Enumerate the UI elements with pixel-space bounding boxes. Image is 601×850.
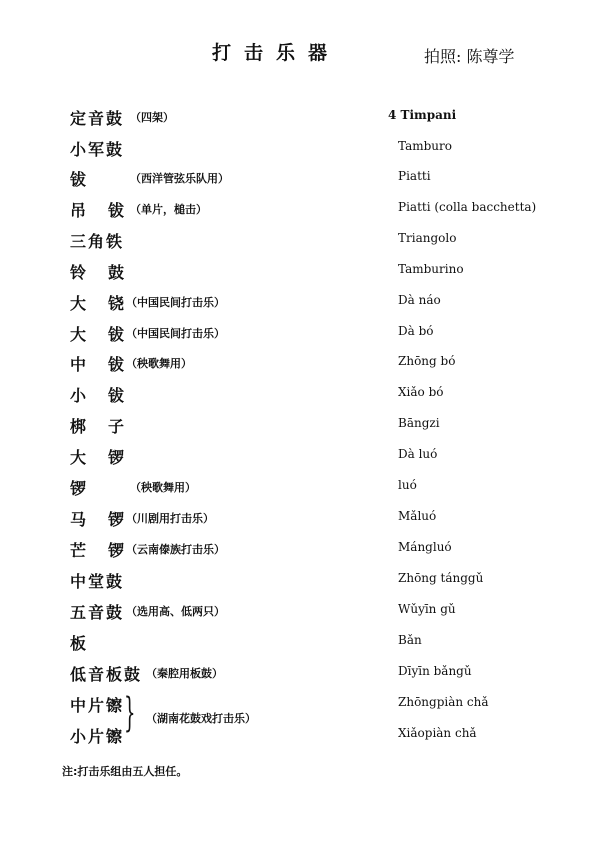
instrument-it: Bāngzi <box>398 416 440 430</box>
instrument-cn-second: 子 <box>108 417 125 436</box>
instrument-cn: 定音鼓 <box>70 109 125 128</box>
instrument-cn: 中片镲 <box>70 696 125 715</box>
instrument-cn-first: 小 <box>70 386 87 405</box>
instrument-it: Tamburino <box>398 262 464 276</box>
instrument-it: Dà bó <box>398 324 434 338</box>
instrument-it: Zhōng tánggǔ <box>398 571 484 585</box>
instrument-it: Bǎn <box>398 633 422 647</box>
instrument-cn-second: 钹 <box>108 325 125 344</box>
instrument-row <box>0 445 601 469</box>
instrument-cn-first: 大 <box>70 448 87 467</box>
instrument-cn-second: 钹 <box>108 201 125 220</box>
instrument-row <box>0 569 601 593</box>
instrument-note: （秧歌舞用） <box>126 357 192 370</box>
instrument-row <box>0 724 601 748</box>
instrument-it: Piatti <box>398 169 431 183</box>
instrument-cn: 五音鼓 <box>70 603 125 622</box>
instrument-row <box>0 352 601 376</box>
instrument-cn: 小片镲 <box>70 727 125 746</box>
instrument-cn: 小军鼓 <box>70 140 125 159</box>
instrument-row <box>0 538 601 562</box>
instrument-note: （中国民间打击乐） <box>126 327 225 340</box>
instrument-row <box>0 383 601 407</box>
instrument-it: Triangolo <box>398 231 457 245</box>
instrument-note: （秦腔用板鼓） <box>146 667 223 680</box>
instrument-cn-first: 铃 <box>70 263 87 282</box>
instrument-row <box>0 476 601 500</box>
instrument-cn-second: 铙 <box>108 294 125 313</box>
instrument-cn-first: 芒 <box>70 541 87 560</box>
instrument-cn-first: 大 <box>70 325 87 344</box>
instrument-cn: 低音板鼓 <box>70 665 143 684</box>
instrument-cn-second: 钹 <box>108 386 125 405</box>
instrument-cn-first: 梆 <box>70 417 87 436</box>
instrument-cn: 板 <box>70 634 89 653</box>
instrument-it: Zhōngpiàn chǎ <box>398 695 489 709</box>
instrument-row <box>0 229 601 253</box>
instrument-row <box>0 198 601 222</box>
instrument-it: Mángluó <box>398 540 452 554</box>
instrument-note: （云南傣族打击乐） <box>126 543 225 556</box>
instrument-row <box>0 507 601 531</box>
instrument-it: Dà luó <box>398 447 438 461</box>
instrument-note: （西洋管弦乐队用） <box>130 172 229 185</box>
instrument-row <box>0 167 601 191</box>
instrument-it: Mǎluó <box>398 509 437 523</box>
instrument-it: Tamburo <box>398 139 452 153</box>
curly-brace: } <box>124 690 136 736</box>
instrument-cn: 锣 <box>70 479 89 498</box>
instrument-it: Dà náo <box>398 293 441 307</box>
instrument-note: （秧歌舞用） <box>130 481 196 494</box>
instrument-note: （四架） <box>130 111 174 124</box>
instrument-note: （选用高、低两只） <box>126 605 225 618</box>
instrument-cn: 钹 <box>70 170 89 189</box>
instrument-cn-second: 鼓 <box>108 263 125 282</box>
instrument-it: Zhōng bó <box>398 354 456 368</box>
instrument-row <box>0 137 601 161</box>
instrument-row <box>0 260 601 284</box>
photo-credit: 拍照: 陈尊学 <box>424 47 515 66</box>
instrument-row <box>0 291 601 315</box>
instrument-cn-second: 钹 <box>108 355 125 374</box>
instrument-it: luó <box>398 478 417 492</box>
instrument-it: Xiǎo bó <box>398 385 444 399</box>
instrument-cn-first: 吊 <box>70 201 87 220</box>
footnote: 注:打击乐组由五人担任。 <box>62 765 188 778</box>
instrument-row <box>0 322 601 346</box>
instrument-row <box>0 693 601 717</box>
instrument-cn-second: 锣 <box>108 448 125 467</box>
instrument-it: Wǔyīn gǔ <box>398 602 456 616</box>
instrument-cn-second: 锣 <box>108 541 125 560</box>
instrument-row <box>0 414 601 438</box>
instrument-cn-first: 中 <box>70 355 87 374</box>
instrument-cn-first: 大 <box>70 294 87 313</box>
group-note: （湖南花鼓戏打击乐） <box>146 712 256 725</box>
page-title: 打击乐器 <box>212 42 341 64</box>
instrument-note: （单片，槌击） <box>130 203 207 216</box>
instrument-cn: 中堂鼓 <box>70 572 125 591</box>
instrument-it: Dīyīn bǎngǔ <box>398 664 472 678</box>
instrument-cn: 三角铁 <box>70 232 125 251</box>
instrument-row <box>0 631 601 655</box>
instrument-it: Piatti (colla bacchetta) <box>398 200 537 214</box>
instrument-it: 4 Timpani <box>388 108 457 122</box>
instrument-it: Xiǎopiàn chǎ <box>398 726 477 740</box>
instrument-row <box>0 600 601 624</box>
instrument-cn-second: 锣 <box>108 510 125 529</box>
instrument-cn-first: 马 <box>70 510 87 529</box>
instrument-row <box>0 662 601 686</box>
instrument-row <box>0 106 601 130</box>
instrument-note: （川剧用打击乐） <box>126 512 214 525</box>
instrument-note: （中国民间打击乐） <box>126 296 225 309</box>
